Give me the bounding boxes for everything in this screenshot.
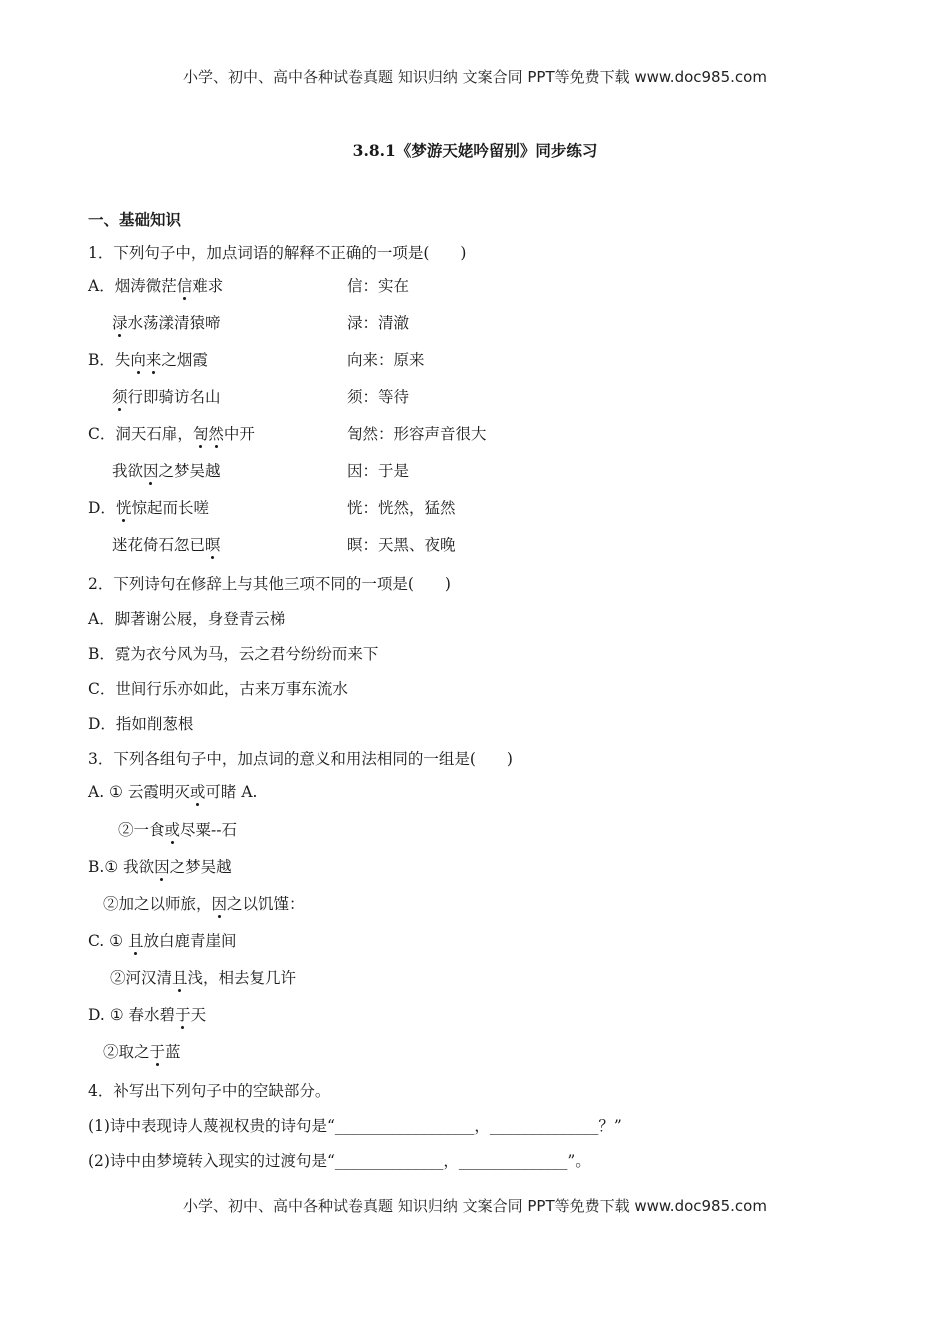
emphasis-dot-char: 来	[145, 351, 162, 369]
emphasis-dot-char: 渌	[112, 314, 128, 332]
emphasis-dot-char: 且	[172, 969, 188, 987]
page-footer: 小学、初中、高中各种试卷真题 知识归纳 文案合同 PPT等免费下载 www.doc985.com	[183, 1197, 767, 1215]
emphasis-dot-char: 且	[127, 932, 144, 950]
q3-option-a-line2: ②一食或尽粟--石	[118, 821, 238, 839]
q1-option-d-line1: D．恍惊起而长嗟	[88, 499, 209, 517]
q1-option-c-line1: C．洞天石扉，訇然中开	[88, 425, 255, 443]
emphasis-dot-char: 于	[149, 1043, 166, 1061]
q1-option-b-line2: 须行即骑访名山	[112, 388, 221, 406]
emphasis-dot-char: 于	[175, 1006, 191, 1024]
q1-option-d-line2: 迷花倚石忽已暝	[112, 536, 221, 554]
q3-option-c-line1: C. ① 且放白鹿青崖间	[88, 932, 237, 950]
q3-option-b-line2: ②加之以师旅，因之以饥馑：	[103, 895, 305, 913]
q4-blank-2: (2)诗中由梦境转入现实的过渡句是“______________，______________”。	[88, 1152, 591, 1170]
q2-option-a: A．脚著谢公屐，身登青云梯	[88, 610, 286, 628]
emphasis-dot-char: 然	[208, 425, 224, 443]
q1-option-b-line1: B．失向来之烟霞	[88, 351, 208, 369]
q3-option-b-line1: B.① 我欲因之梦吴越	[88, 858, 232, 876]
emphasis-dot-char: 或	[164, 821, 181, 839]
emphasis-dot-char: 向	[130, 351, 146, 369]
q3-option-c-line2: ②河汉清且浅，相去复几许	[110, 969, 297, 987]
emphasis-dot-char: 因	[211, 895, 228, 913]
q1-option-d-explain2: 暝：天黑、夜晚	[347, 536, 456, 554]
emphasis-dot-char: 因	[143, 462, 159, 480]
q1-option-a-line2: 渌水荡漾清猿啼	[112, 314, 221, 332]
q1-option-c-line2: 我欲因之梦吴越	[112, 462, 221, 480]
q1-option-c-explain1: 訇然：形容声音很大	[347, 425, 487, 443]
emphasis-dot-char: 訇	[192, 425, 209, 443]
q1-option-a-explain2: 渌：清澈	[347, 314, 410, 332]
emphasis-dot-char: 须	[112, 388, 128, 406]
question-2-stem: 2．下列诗句在修辞上与其他三项不同的一项是( )	[88, 575, 451, 593]
question-4-stem: 4．补写出下列句子中的空缺部分。	[88, 1082, 331, 1100]
emphasis-dot-char: 因	[154, 858, 170, 876]
emphasis-dot-char: 暝	[205, 536, 221, 554]
q2-option-d: D．指如削葱根	[88, 715, 194, 733]
q3-option-a-line1: A. ① 云霞明灭或可睹 A.	[88, 783, 258, 801]
q1-option-b-explain2: 须：等待	[347, 388, 410, 406]
page-title: 3.8.1《梦游天姥吟留别》同步练习	[352, 141, 598, 160]
q1-option-d-explain1: 恍：恍然，猛然	[347, 499, 456, 517]
q1-option-c-explain2: 因：于是	[347, 462, 410, 480]
section-heading: 一、基础知识	[88, 210, 182, 229]
q3-option-d-line1: D. ① 春水碧于天	[88, 1006, 207, 1024]
page-header: 小学、初中、高中各种试卷真题 知识归纳 文案合同 PPT等免费下载 www.doc985.com	[183, 68, 767, 86]
emphasis-dot-char: 或	[189, 783, 206, 801]
q4-blank-1: (1)诗中表现诗人蔑视权贵的诗句是“__________________，______________？”	[88, 1117, 622, 1135]
q3-option-d-line2: ②取之于蓝	[103, 1043, 181, 1061]
q1-option-a-line1: A．烟涛微茫信难求	[88, 277, 224, 295]
q1-option-b-explain1: 向来：原来	[347, 351, 425, 369]
q1-option-a-explain1: 信：实在	[347, 277, 410, 295]
q2-option-b: B．霓为衣兮风为马，云之君兮纷纷而来下	[88, 645, 379, 663]
emphasis-dot-char: 恍	[115, 499, 132, 517]
question-1-stem: 1．下列句子中，加点词语的解释不正确的一项是( )	[88, 244, 467, 262]
emphasis-dot-char: 信	[176, 277, 193, 295]
q2-option-c: C．世间行乐亦如此，古来万事东流水	[88, 680, 348, 698]
question-3-stem: 3．下列各组句子中，加点词的意义和用法相同的一组是( )	[88, 750, 513, 768]
